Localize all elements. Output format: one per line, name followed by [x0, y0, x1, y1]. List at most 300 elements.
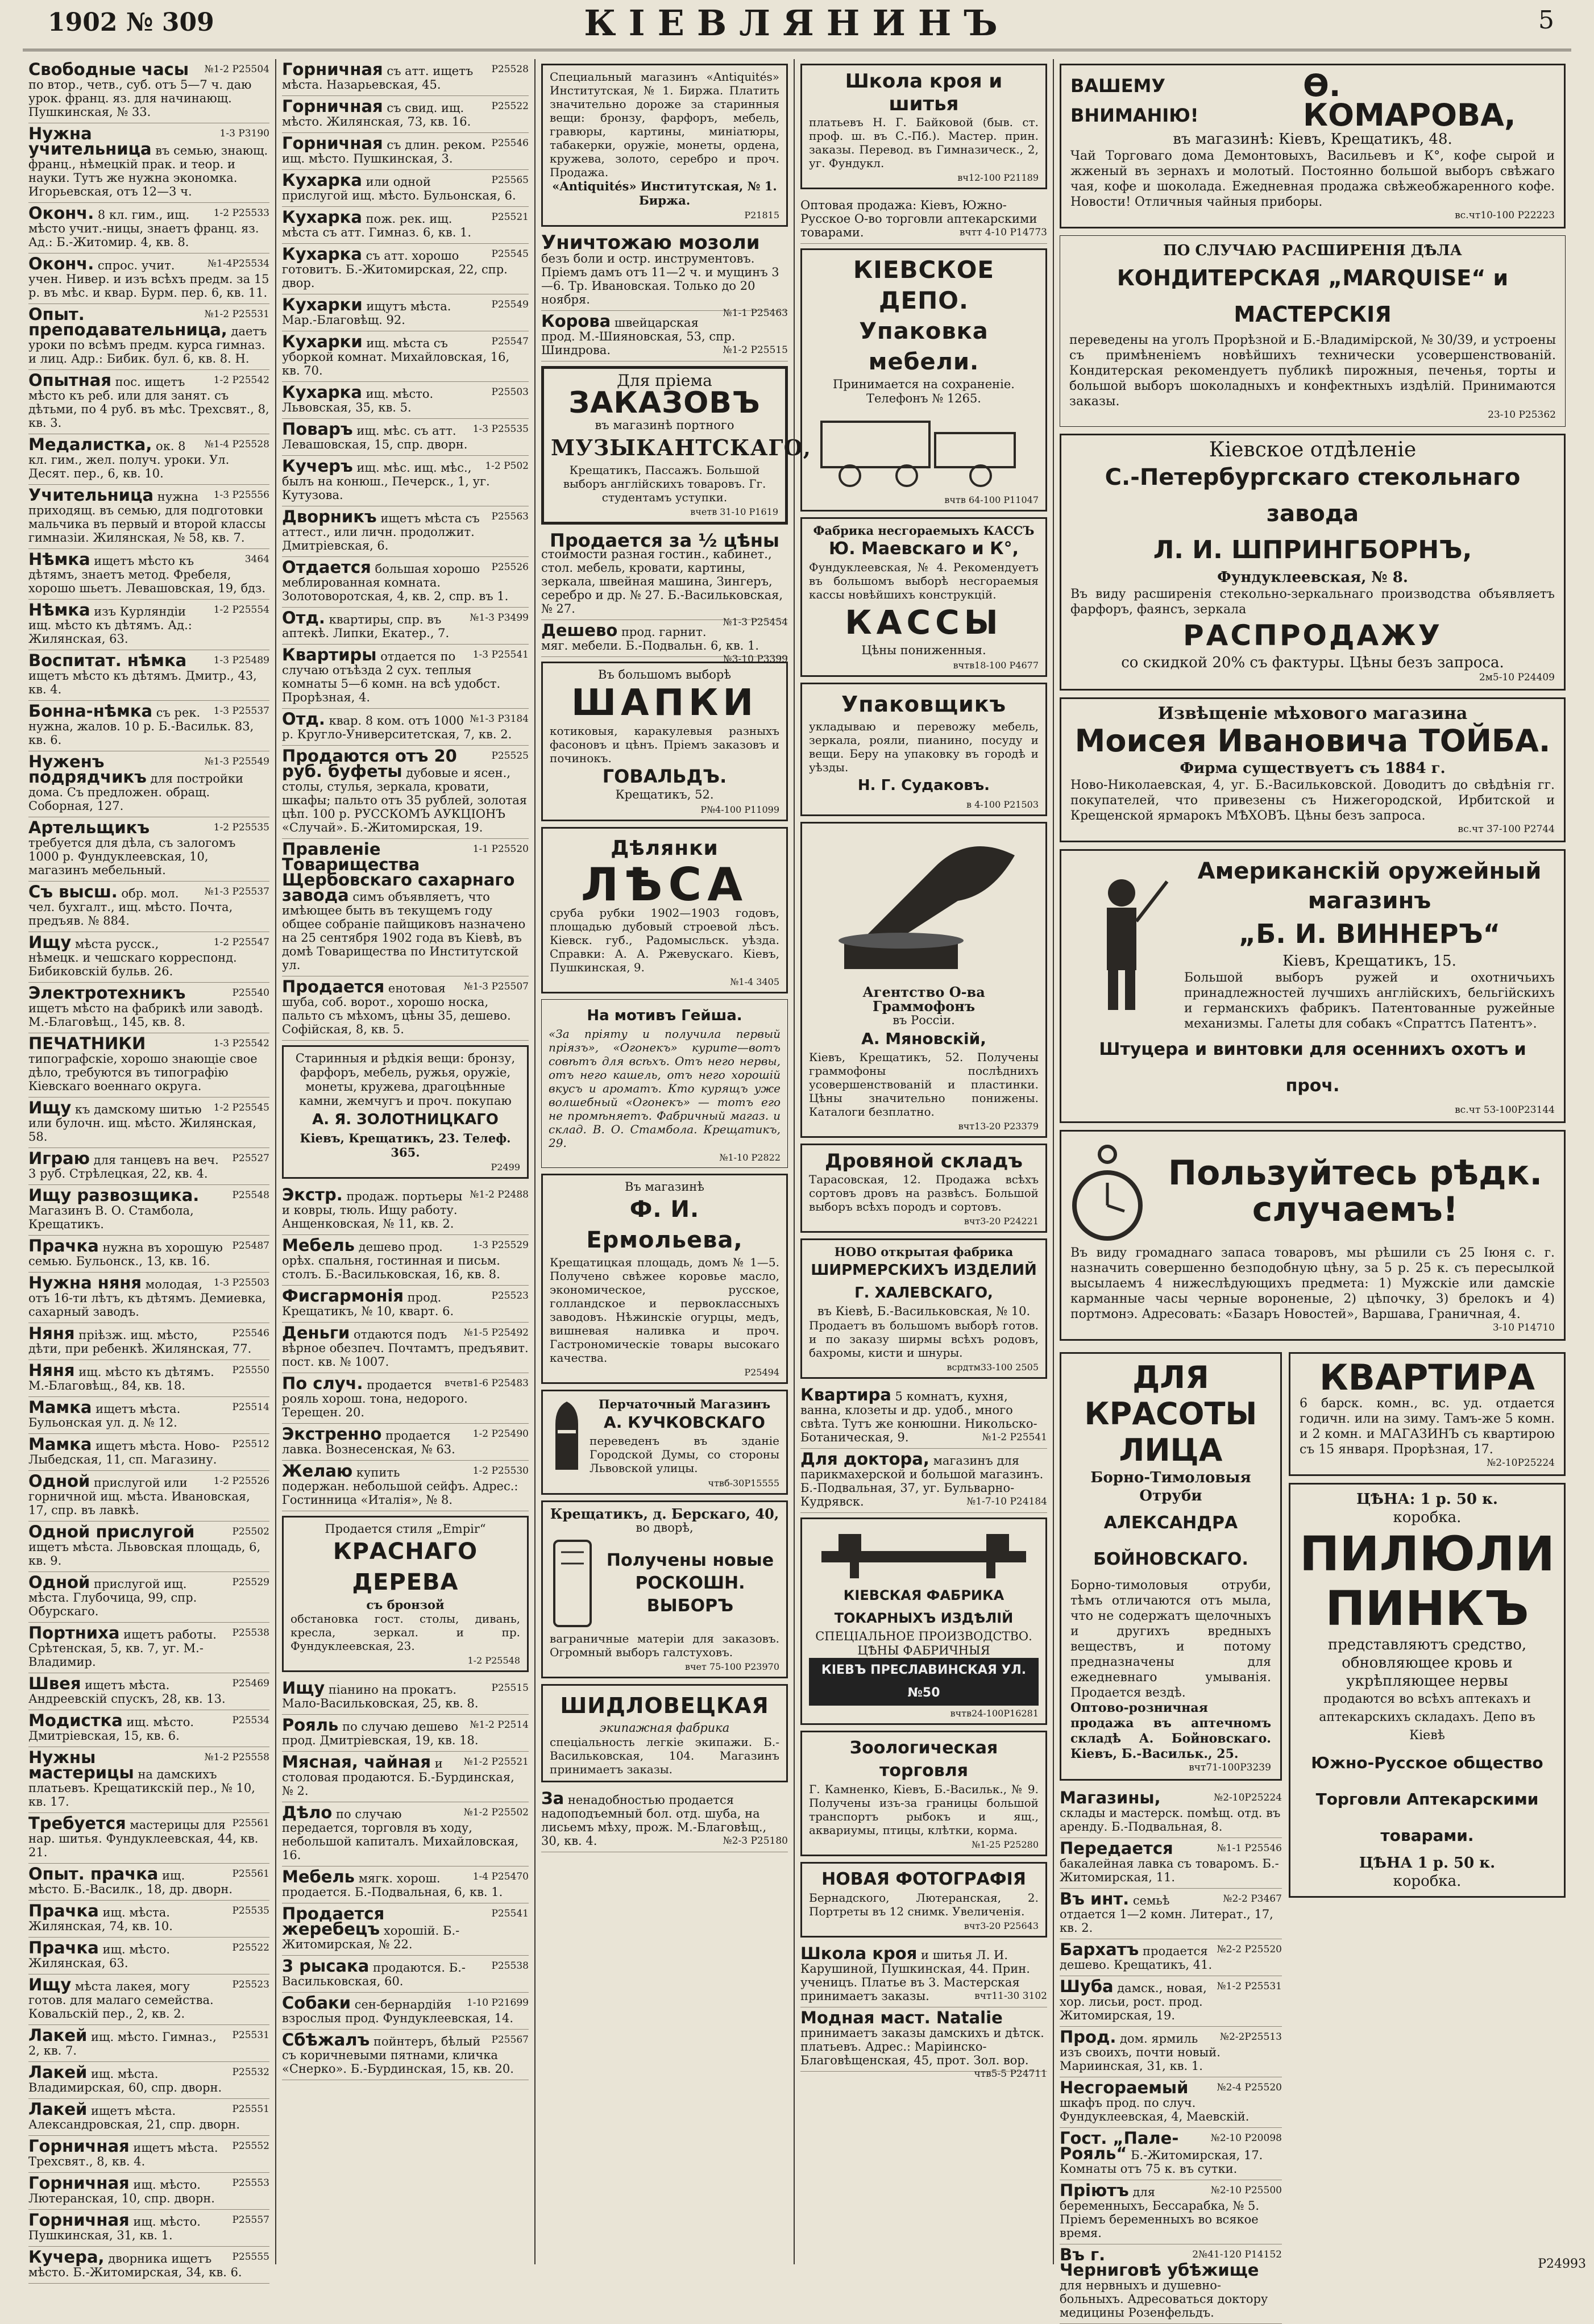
price-label: ЦѢНА: 1 р. 50 к. — [1356, 1491, 1498, 1508]
ad-ref: чтвб-30Р15555 — [708, 1478, 779, 1489]
ad-ref: №2-2Р25513 — [1219, 2031, 1282, 2043]
ad-lead: За — [541, 1789, 564, 1808]
ad-ref: вчт71-100Р3239 — [1189, 1762, 1271, 1773]
ad-headline: КАССЫ — [845, 603, 1003, 642]
blinds-factory-ad — [800, 1238, 1047, 1379]
classified-ad — [28, 1572, 269, 1623]
ad-ref: Р25522 — [491, 101, 529, 112]
ad-line: Фирма существуетъ съ 1884 г. — [1180, 760, 1446, 777]
ad-lead: По случ. — [282, 1374, 363, 1393]
classified-ad — [28, 1673, 269, 1710]
ad-ref: Р25557 — [232, 2214, 269, 2226]
classified-ad — [28, 1623, 269, 1673]
classified-ad — [28, 59, 269, 123]
classifieds-group — [282, 1678, 529, 2080]
ad-name: А. Мяновскій, — [861, 1029, 986, 1048]
ad-headline: КІЕВСКОЕ ДЕПО. — [853, 256, 995, 314]
ad-address: Фундуклеевская, № 8. — [1217, 569, 1408, 586]
ad-ref: 1-2 Р25548 — [467, 1655, 520, 1666]
classified-ad — [28, 1813, 269, 1864]
ad-ref: вч12-100 Р21189 — [957, 172, 1039, 183]
classified-ad — [28, 701, 269, 751]
ad-lead: Кухарки — [282, 295, 363, 314]
ad-text: требуется для дѣла, съ залогомъ 1000 р. Фундуклеевская, 10, магазинъ мебельный. — [28, 836, 236, 877]
classified-ad — [282, 1286, 529, 1323]
ad-lead: Квартиры — [282, 645, 377, 664]
ad-ref: вчт13-20 Р23379 — [958, 1121, 1039, 1132]
ad-text: продается рояль хорош. тона, недорого. Терещен. 20. — [282, 1378, 468, 1419]
ad-lead: Съ высш. — [28, 882, 118, 901]
ad-lead: Ищу — [28, 1975, 72, 1994]
ad-lead: Дешево — [541, 621, 618, 640]
ad-text: ищетъ мѣсто на фабрикѣ или заводѣ. М.-Благовѣщ., 145, кв. 8. — [28, 1001, 263, 1029]
ad-text: мастерицы для нар. шитья. Фундуклеевская, 44, кв. 21. — [28, 1818, 259, 1859]
ad-lead: Продаются отъ 20 руб. буфеты — [282, 746, 457, 781]
ad-headline: А. КУЧКОВСКАГО — [604, 1412, 765, 1432]
geisha-poem-ad — [541, 999, 788, 1168]
ad-headline: Зоологическая торговля — [849, 1738, 998, 1781]
ad-lead: Горничная — [282, 97, 383, 116]
ad-address: Крещатикъ, д. Берскаго, 40, — [550, 1506, 779, 1522]
ad-lead: Кухарка — [282, 207, 362, 227]
ad-ref: вс.чт 37-100 Р2744 — [1458, 824, 1555, 835]
classified-ad — [28, 2210, 269, 2247]
ad-lead: Медалистка, — [28, 435, 152, 454]
ad-text: Специальный магазинъ «Antiquités» Институтская, № 1. Биржа. Платить значительно дороже за старинныя вещи: бронзу, фарфоръ, мебель, гравюры, картины, миніатюры, табакерки, оружіе, монеты, ордена, кружева, золото, серебро и проч. Продажа. — [550, 70, 779, 179]
ad-lead: Кухарка — [282, 171, 362, 190]
ad-lead: Няня — [28, 1324, 75, 1343]
hats-ad — [541, 662, 788, 821]
ad-line: въ Россіи. — [893, 1013, 955, 1027]
ad-lead: Лакей — [28, 2026, 88, 2045]
ad-lead: Модистка — [28, 1711, 123, 1730]
komarov-tea-ad — [1060, 64, 1566, 228]
ad-text: Въ виду расширенія стекольно-зеркальнаго производства объявляетъ фарфоръ, фаянсъ, зеркала — [1070, 587, 1555, 617]
ad-lead: Опыт. прачка — [28, 1864, 159, 1884]
ad-headline: Дровяной складъ — [825, 1150, 1023, 1173]
ad-lead: Учительница — [28, 485, 154, 505]
ad-text: дубовые и ясен., столы, стулья, зеркала, кровати, шкафы; пальто отъ 35 рублей, золотая цѣп. 100 р. РУССКОМЪ АУКЦІОНЪ «Случай». Б.-Житомирская, 19. — [282, 766, 528, 834]
carriage-factory-ad — [541, 1684, 788, 1782]
classified-ad — [282, 1866, 529, 1903]
ad-text: квартиры, спр. въ аптекѣ. Липки, Екатер., 7. — [282, 613, 450, 640]
ad-text: къ дамскому шитью или булочн. ищ. мѣсто. Жилянская, 58. — [28, 1103, 256, 1144]
ad-lead: Кухарка — [282, 244, 362, 264]
ad-lead: Нужны мастерицы — [28, 1748, 134, 1782]
ad-headline: РАСПРОДАЖУ — [1182, 619, 1442, 652]
ad-ref: 1-2 Р25490 — [472, 1428, 529, 1440]
ad-text: спеціальность легкіе экипажи. Б.-Васильковская, 104. Магазинъ принимаетъ заказы. — [550, 1735, 779, 1776]
ad-lead: Ищу — [28, 1098, 72, 1117]
classified-ad — [282, 1956, 529, 1993]
ad-line: Агентство О-ва Граммофонъ — [862, 984, 985, 1015]
ad-ref: №1-2 Р25541 — [982, 1432, 1047, 1443]
ad-ref: №1-2 Р25531 — [1217, 1981, 1282, 1992]
ad-lead: Горничная — [282, 134, 383, 153]
ad-lead: Требуется — [28, 1814, 126, 1833]
fur-coat-sale-ad — [541, 1788, 788, 1852]
classified-ad — [28, 650, 269, 701]
rare-chance-watch-ad — [1060, 1130, 1566, 1341]
ad-name: Г. ХАЛЕВСКАГО, — [854, 1284, 993, 1302]
ad-headline: ДЛЯ КРАСОТЫ — [1084, 1360, 1257, 1432]
ad-lead: Поваръ — [282, 419, 353, 439]
kiev-depot-ad — [800, 248, 1047, 512]
ad-text: по случаю передается, торговля въ ходу, небольшой капиталъ. Михайловская, 16. — [282, 1807, 519, 1862]
delivery-wagon-icon — [810, 410, 1037, 490]
ad-ref: Р25552 — [232, 2140, 269, 2152]
ad-ref: 1-2 Р25526 — [213, 1475, 269, 1487]
ad-ref: Р25503 — [491, 386, 529, 398]
ad-line: Въ магазинѣ — [625, 1180, 704, 1194]
ad-text: ищ. мѣс. съ атт. Левашовская, 15, спр. дворн. — [282, 424, 468, 451]
classified-ad — [282, 170, 529, 207]
ad-line: съ бронзой — [366, 1598, 445, 1612]
classified-ad — [282, 557, 529, 608]
ad-lead: ПЕЧАТНИКИ — [28, 1034, 146, 1053]
ad-ref: №1-4Р25534 — [207, 258, 269, 269]
ad-line: продаются во всѣхъ аптекахъ и аптекарскихъ складахъ. Депо въ Кіевѣ — [1319, 1692, 1535, 1743]
ad-text: спрос. учит. учен. Нивер. и изъ всѣхъ предм. за 15 р. въ мѣс. и квар. Бурм. пер. 6, кв. 11. — [28, 259, 269, 300]
classified-ad — [282, 1678, 529, 1715]
ad-lead: Прачка — [28, 1938, 99, 1957]
ad-headline: ШИРМЕРСКИХЪ ИЗДЕЛИЙ — [811, 1262, 1037, 1279]
classified-ad — [28, 1033, 269, 1097]
ad-ref: всрдтм33-100 2505 — [947, 1362, 1039, 1373]
ad-lead: Лакей — [28, 2100, 88, 2119]
ad-text: котиковыя, каракулевыя разныхъ фасоновъ и цѣнъ. Пріемъ заказовъ и починокъ. — [550, 724, 779, 765]
ad-text: мягк. хорош. продается. Б.-Подвальная, 6, кв. 1. — [282, 1872, 503, 1899]
classified-ad — [1060, 2128, 1282, 2180]
ad-line: въ магазинѣ портного — [595, 418, 734, 432]
apartment-ad — [800, 1385, 1047, 1449]
ad-ref: 1-3 Р25556 — [213, 489, 269, 501]
ad-text: по случаю дешево прод. Дмитріевская, 19, кв. 18. — [282, 1720, 479, 1747]
ad-ref: Р25549 — [491, 299, 529, 310]
ad-lead: Кучера, — [28, 2247, 105, 2267]
ad-lead: Швея — [28, 1674, 81, 1693]
ad-text: Крещатикъ, Пассажъ. Большой выборъ англійскихъ товаровъ. Гг. студентамъ уступки. — [563, 463, 766, 504]
ad-name: Южно-Русское общество Торговли Аптекарскими товарами. — [1311, 1753, 1543, 1845]
ad-lead: Нужна няня — [28, 1273, 142, 1292]
ad-ref: вчтв24-100Р16281 — [950, 1708, 1039, 1719]
classified-ad — [282, 1903, 529, 1956]
ad-text: швейцарская прод. М.-Шияновская, 53, спр. Шиндрова. — [541, 316, 736, 357]
ad-ref: 1-3 Р25529 — [472, 1240, 529, 1251]
ad-lead: Одной — [28, 1471, 90, 1491]
column-3 — [534, 59, 811, 2264]
ad-text: дешево прод. орѣх. спальня, гостинная и письм. столъ. Б.-Васильковская, 16, кв. 8. — [282, 1240, 500, 1281]
ad-headline: Дѣлянки — [611, 837, 719, 860]
ad-text: по втор., четв., суб. отъ 5—7 ч. даю урок. франц. яз. для начинающ. Пушкинская, № 33. — [28, 78, 252, 119]
ad-lead: Деньги — [282, 1323, 350, 1342]
ad-ref: 1-4 Р25470 — [472, 1871, 529, 1882]
ad-lead: Уничтожаю мозоли — [541, 231, 760, 254]
left-subcolumn — [1060, 1348, 1282, 2324]
lathe-icon — [816, 1528, 1032, 1579]
ad-lead: Въ инт. — [1060, 1889, 1130, 1909]
ad-line: ВАШЕМУ ВНИМАНІЮ! — [1070, 75, 1199, 126]
ad-ref: №1-2 Р2488 — [470, 1189, 529, 1200]
ad-headline: ЛѢСА — [580, 858, 749, 911]
ad-lead: Нужна учительница — [28, 124, 152, 159]
ad-text: съ рек. нужна, жалов. 10 р. Б.-Васильк. 83, кв. 6. — [28, 706, 254, 747]
ad-lead: Магазины, — [1060, 1788, 1161, 1807]
classified-ad — [28, 370, 269, 434]
gun-shop-ad — [1060, 849, 1566, 1123]
classified-ad — [28, 1521, 269, 1572]
classified-ad — [28, 1097, 269, 1148]
classified-ad — [28, 485, 269, 549]
classified-ad — [282, 331, 529, 382]
ad-headline: КВАРТИРА — [1319, 1357, 1535, 1398]
classified-ad — [28, 1148, 269, 1185]
sewing-school-ad — [800, 64, 1047, 189]
classified-ad — [28, 1360, 269, 1397]
ad-foot: «Antiquités» Институтская, № 1. Биржа. — [552, 179, 777, 207]
ad-text: для постройки дома. Съ предложен. обращ. Соборная, 127. — [28, 772, 243, 813]
ad-ref: Р25502 — [232, 1526, 269, 1537]
fabric-bolt-icon — [550, 1535, 595, 1632]
ad-text: ищ. мѣста. Жилянская, 74, кв. 10. — [28, 1906, 173, 1933]
ad-text: Тарасовская, 12. Продажа всѣхъ сортовъ дровъ на развѣсъ. Большой выборъ всѣхъ породъ и сортовъ. — [809, 1173, 1039, 1213]
ad-lead: Оконч. — [28, 203, 94, 223]
ad-text: ищутъ мѣста. Мар.-Благовѣщ. 92. — [282, 300, 451, 327]
classified-ad — [282, 59, 529, 96]
ad-ref: вчетв1-6 Р25483 — [444, 1378, 529, 1389]
ad-headline: Школа кроя и шитья — [845, 70, 1003, 115]
ad-address: въ Кіевѣ, Б.-Васильковская, № 10. — [817, 1304, 1031, 1318]
classified-ad — [28, 123, 269, 203]
glassworks-ad — [1060, 434, 1566, 691]
ad-ref: 2№41-120 Р14152 — [1192, 2249, 1282, 2260]
classified-ad — [28, 203, 269, 253]
classifieds-group — [282, 59, 529, 1041]
ad-lead: Дѣло — [282, 1803, 333, 1822]
ad-headline: Моисея Ивановича ТОЙБА. — [1074, 723, 1551, 759]
ad-text: укладываю и перевожу мебель, зеркала, рояли, пианино, посуду и вещи. Беру на упаковку въ городѣ и уѣзды. — [809, 720, 1039, 774]
ad-lead: Передается — [1060, 1839, 1173, 1858]
pink-pills-ad — [1289, 1483, 1566, 1898]
ad-lead: Гост. „Пале-Рояль“ — [1060, 2128, 1179, 2163]
classified-ad — [282, 1424, 529, 1461]
ad-text: переведены на уголъ Прорѣзной и Б.-Владимірской, № 30/39, и устроены съ примѣненіемъ новѣйшихъ технически усовершенствованій. Кондитерская рекомендуетъ публикѣ пирожныя, печенья, торты и большой выборъ шоколадныхъ и конфектныхъ издѣлій. Принимаются заказы. — [1069, 333, 1556, 409]
classified-ad — [282, 294, 529, 331]
ad-text: стоимости разная гостин., кабинет., стол. мебель, кровати, картины, зеркала, швейная машина, Зингеръ, серебро и др. № 27. Б.-Васильковская, № 27. — [541, 547, 783, 616]
ad-line: Перчаточный Магазинъ — [598, 1396, 771, 1411]
page-footer-ref: Р24993 — [1538, 2257, 1586, 2271]
ad-ref: вчетв 31-10 Р1619 — [690, 506, 778, 517]
beauty-bran-ad — [1060, 1352, 1282, 1781]
ad-ref: №1-2 Р2514 — [470, 1719, 529, 1731]
ad-lead: Квартира — [800, 1385, 891, 1404]
ad-lead: Лакей — [28, 2063, 88, 2082]
classified-ad — [282, 133, 529, 170]
ad-text: Б.-Житомирская, 17. Комнаты отъ 75 к. въ сутки. — [1060, 2148, 1263, 2176]
ad-headline: ЛИЦА — [1119, 1432, 1223, 1468]
ad-text: и шитья Л. И. Карушиной, Пушкинская, 44. Прин. ученицъ. Платье въ 3. Мастерская принимаетъ заказы. — [800, 1948, 1030, 2003]
ad-ref: вчтв 64-100 Р11047 — [944, 494, 1039, 505]
ad-text: Большой выборъ ружей и охотничьихъ принадлежностей лучшихъ англійскихъ, бельгійскихъ и германскихъ фабрикъ. Патентованные ружейные механизмы. Галеты для собакъ «Спраттсъ Патентъ». — [1184, 971, 1555, 1031]
ad-ref: №2-10Р25224 — [1487, 1457, 1555, 1469]
classified-ad — [28, 1974, 269, 2025]
ad-headline: ШИДЛОВЕЦКАЯ — [560, 1693, 769, 1718]
ad-text: представляютъ средство, обновляющее кровь и укрѣпляющее нервы — [1327, 1636, 1527, 1690]
two-column-section — [1060, 1348, 1566, 2324]
ad-text: Г. Камненко, Кіевъ, Б.-Васильк., № 9. Получены изъ-за границы большой транспортъ рыбокъ и ящ., аквариумы, птицы, клѣтки, корма. — [809, 1782, 1039, 1837]
cutting-school-ad — [800, 1943, 1047, 2007]
ad-ref: №2-10 Р20098 — [1210, 2132, 1282, 2144]
ad-ref: Р25469 — [232, 1678, 269, 1689]
ad-lead: Портниха — [28, 1623, 120, 1643]
ad-text: ищ. мѣсто. Гимназ., 2, кв. 7. — [28, 2030, 217, 2057]
classified-ad — [28, 1938, 269, 1974]
turnery-factory-ad — [800, 1518, 1047, 1725]
classifieds-group — [282, 1184, 529, 1511]
pet-shop-ad — [800, 1731, 1047, 1856]
ad-lead: Отд. — [282, 709, 325, 729]
classified-ad — [1060, 2244, 1282, 2324]
ad-text: ненадобностью продается надоподъемный бол. отд. шуба, на лисьемъ мѣху, прож. М.-Благовѣщ., 30, кв. 4. — [541, 1793, 767, 1848]
classified-ad — [28, 2173, 269, 2210]
ad-text: 5 комнатъ, кухня, ванна, клозеты и др. удоб., много свѣта. Тутъ же конюшни. Никольско-Ботаническая, 9. — [800, 1390, 1037, 1444]
classified-ad — [282, 2030, 529, 2080]
ad-lead: Ищу развозщика. — [28, 1186, 200, 1205]
ad-text: пож. рек. ищ. мѣста съ атт. Гимназ. 6, кв. 1. — [282, 212, 472, 239]
ad-headline: КРАСНАГО ДЕРЕВА — [333, 1539, 478, 1595]
ad-ref: 1-3 Р25503 — [213, 1277, 269, 1288]
ad-text: ищ. мѣсто. Жилянская, 63. — [28, 1943, 171, 1970]
ad-lead: Горничная — [28, 2173, 130, 2193]
ad-text: Крещатицкая площадь, домъ № 1—5. Получено свѣжее коровье масло, экономическое, русское, голландское и первоклассныхъ заводовъ. Нѣжинскіе огурцы, медъ, вишневая наливка и проч. Гастрономическіе товары высокаго качества. — [550, 1255, 779, 1365]
ad-name: Борно-Тимоловыя Отруби — [1090, 1469, 1251, 1504]
ad-ref: Р25526 — [491, 562, 529, 573]
ad-text: обстановка гост. столы, дивань, кресла, зеркал. и пр. Фундуклеевская, 23. — [290, 1612, 520, 1653]
antiquites-ad — [541, 64, 788, 227]
ad-lead: Фисгармонія — [282, 1286, 404, 1306]
ad-lead: Опытная — [28, 371, 111, 390]
ad-text: ищетъ мѣсто къ дѣтямъ. Дмитр., 43, кв. 4. — [28, 669, 257, 696]
empire-furniture-ad — [282, 1516, 529, 1672]
ad-ref: Р25540 — [232, 987, 269, 999]
ad-headline: С.-Петербургскаго стекольнаго завода — [1105, 464, 1521, 527]
classified-ad — [1060, 1787, 1282, 1838]
classified-ad — [282, 506, 529, 557]
ad-ref: Р25548 — [232, 1190, 269, 1201]
safes-factory-ad — [800, 517, 1047, 677]
doctor-premises-ad — [800, 1449, 1047, 1513]
ad-lead: Дворникъ — [282, 507, 377, 526]
ad-lead: Продается за ½ цѣны — [550, 530, 779, 551]
ad-headline: ПИЛЮЛИ — [1299, 1526, 1555, 1582]
ad-headline: Ф. И. Ермольева, — [586, 1196, 743, 1253]
ad-headline: КОНДИТЕРСКАЯ „MARQUISE“ и МАСТЕРСКІЯ — [1116, 265, 1509, 327]
ad-text: ищ. мѣсто. Львовская, 35, кв. 5. — [282, 387, 434, 414]
ad-headline: Упаковка мебели. — [859, 318, 989, 375]
classified-ad — [28, 1397, 269, 1434]
ad-text: прод. Крещатикъ, № 10, кварт. 6. — [282, 1291, 454, 1318]
ad-line: въ магазинѣ: Кіевъ, Крещатикъ, 48. — [1173, 131, 1452, 148]
ad-text: Фундуклеевская, № 4. Рекомендуетъ въ большомъ выборѣ несгораемыя кассы новѣйшихъ конструкцій. — [809, 560, 1039, 601]
classified-ad — [282, 1323, 529, 1373]
ad-text: ищ. мѣсто къ дѣтямъ. М.-Благовѣщ., 84, кв. 18. — [28, 1365, 214, 1392]
classified-ad — [282, 1802, 529, 1866]
ad-text: пос. ищетъ мѣсто къ реб. или для занят. съ дѣтьми, по 4 руб. въ мѣс. Трехсвят., 8, кв. 3. — [28, 375, 269, 430]
ad-lead: Нуженъ подрядчикъ — [28, 752, 147, 787]
price-label: ЦѢНА 1 р. 50 к. — [1359, 1855, 1496, 1872]
ad-ref: №1-3 Р25507 — [463, 981, 529, 992]
ad-ref: Р25567 — [491, 2034, 529, 2046]
ad-text: съ атт. хорошо готовитъ. Б.-Житомирская, 22, спр. двор. — [282, 249, 508, 290]
ad-text: и столовая продаются. Б.-Бурдинская, № 2. — [282, 1757, 514, 1798]
classified-ad — [28, 1710, 269, 1747]
ad-headline: НОВАЯ ФОТОГРАФІЯ — [821, 1869, 1026, 1889]
ad-text: сруба рубки 1902—1903 годовъ, площадью дубовый строевой лѣсъ. Кіевск. губ., Радомысльск. уѣзда. Справки: А. А. Ржевускаго. Кіевъ, Пушкинская, 9. — [550, 906, 779, 974]
ad-text: бакалейная лавка съ товаромъ. Б.-Житомирская, 11. — [1060, 1857, 1279, 1884]
ad-lead: Бонна-нѣмка — [28, 701, 153, 721]
ad-ref: вчтв18-100 Р4677 — [953, 660, 1039, 671]
ad-text: платьевъ Н. Г. Байковой (быв. ст. проф. ш. въ С.-Пб.). Мастер. прин. заказы. Перевод. въ Гимназическ., 2, уг. Фундукл. — [809, 115, 1039, 170]
ad-address: Кіевъ, Крещатикъ, 15. — [1282, 953, 1456, 970]
ad-text: 6 барск. комн., вс. уд. отдается годичн. или на зиму. Тамъ-же 5 комн. и 2 комн. и МАГАЗИНЪ съ квартирою съ 15 января. Прорѣзная, 17. — [1299, 1396, 1555, 1457]
ad-ref: 1-3 Р25542 — [213, 1038, 269, 1049]
classified-ad — [28, 751, 269, 817]
classified-ad — [282, 839, 529, 976]
ad-text: ищетъ мѣста. Ново-Лыбедская, 11, сп. Магазину. — [28, 1439, 220, 1466]
ad-ref: Р25494 — [744, 1367, 779, 1378]
ad-lead: Мебель — [282, 1867, 355, 1886]
ad-ref: №2-2 Р25520 — [1217, 1944, 1282, 1955]
gramophone-icon — [821, 833, 1026, 980]
ad-ref: 1-2 Р25530 — [472, 1465, 529, 1477]
ad-text: или одной прислугой ищ. мѣсто. Бульонская, 6. — [282, 175, 516, 202]
classified-ad — [28, 1434, 269, 1471]
ad-lead: Экстренно — [282, 1424, 382, 1444]
ad-text: ищетъ мѣста. Бульонская ул. д. № 12. — [28, 1402, 181, 1429]
ad-line: Извѣщеніе мѣхового магазина — [1157, 704, 1468, 724]
ad-headline: Ө. КОМАРОВА, — [1302, 68, 1516, 133]
ad-text: прислугой или горничной ищ. мѣста. Ивановская, 17, спр. въ лавкѣ. — [28, 1476, 250, 1517]
ad-text: дворника ищетъ мѣсто. Б.-Житомирская, 34, кв. 6. — [28, 2252, 242, 2279]
ad-text: ищетъ работы. Срѣтенская, 5, кв. 7, уг. М.-Владимир. — [28, 1628, 217, 1669]
ad-text: магазинъ для парикмахерской и большой магазинъ. Б.-Подвальная, 37, уг. Бульварно-Кудрявск. — [800, 1454, 1044, 1508]
classified-ad — [28, 434, 269, 485]
ad-text: ищетъ мѣста. Андреевскій спускъ, 28, кв. 13. — [28, 1678, 226, 1706]
ad-text: съ атт. ищетъ мѣста. Назарьевская, 45. — [282, 64, 474, 92]
fur-shop-ad — [1060, 697, 1566, 842]
ad-lead: Оконч. — [28, 254, 94, 273]
ad-text: продается лавка. Вознесенская, № 63. — [282, 1429, 455, 1456]
furniture-half-price-ad — [541, 530, 788, 628]
ad-line: во дворѣ, — [636, 1521, 694, 1535]
ad-ref: 1-1 Р25520 — [472, 843, 529, 855]
ad-lead: Отд. — [282, 608, 325, 627]
ad-ref: Р25541 — [491, 1908, 529, 1919]
ad-text: для танцевъ на веч. 3 руб. Стрѣлецкая, 22, кв. 4. — [28, 1153, 219, 1180]
classified-ad — [28, 2025, 269, 2062]
ad-text: Чай Торговаго дома Демонтовыхъ, Васильевъ и К°, кофе сырой и жженый въ зернахъ и молотый. Постоянно большой выборъ свѣжаго чая, кофе и шоколада. Ежедневная продажа свѣжеобжаренного кофе. Новости! Отличныя чайныя приборы. — [1070, 149, 1555, 209]
ad-text: принимаетъ заказы дамскихъ и дѣтск. платьевъ. Адрес.: Маріинско-Благовѣщенская, 45, прот. Зол. вор. — [800, 2026, 1044, 2067]
ad-ref: Р25529 — [232, 1577, 269, 1588]
ad-text: въ семью, знающ. франц., нѣмецкій прак. и теор. и науки. Тутъ же нужна экономка. Игорьевская, отъ 12—3 ч. — [28, 144, 268, 198]
classified-ad — [1060, 1939, 1282, 1976]
ad-text: на дамскихъ платьевъ. Крещатикскій пер., № 10, кв. 17. — [28, 1768, 255, 1809]
classified-ad — [28, 1901, 269, 1938]
ad-text: 8 кл. гим., ищ. мѣсто учит.-ницы, знаетъ франц. яз. Ад.: Б.-Житомир. 4, кв. 8. — [28, 208, 259, 249]
ad-ref: Р25546 — [491, 138, 529, 149]
ad-lead: Мебель — [282, 1236, 355, 1255]
ad-ref: Р25538 — [491, 1960, 529, 1972]
